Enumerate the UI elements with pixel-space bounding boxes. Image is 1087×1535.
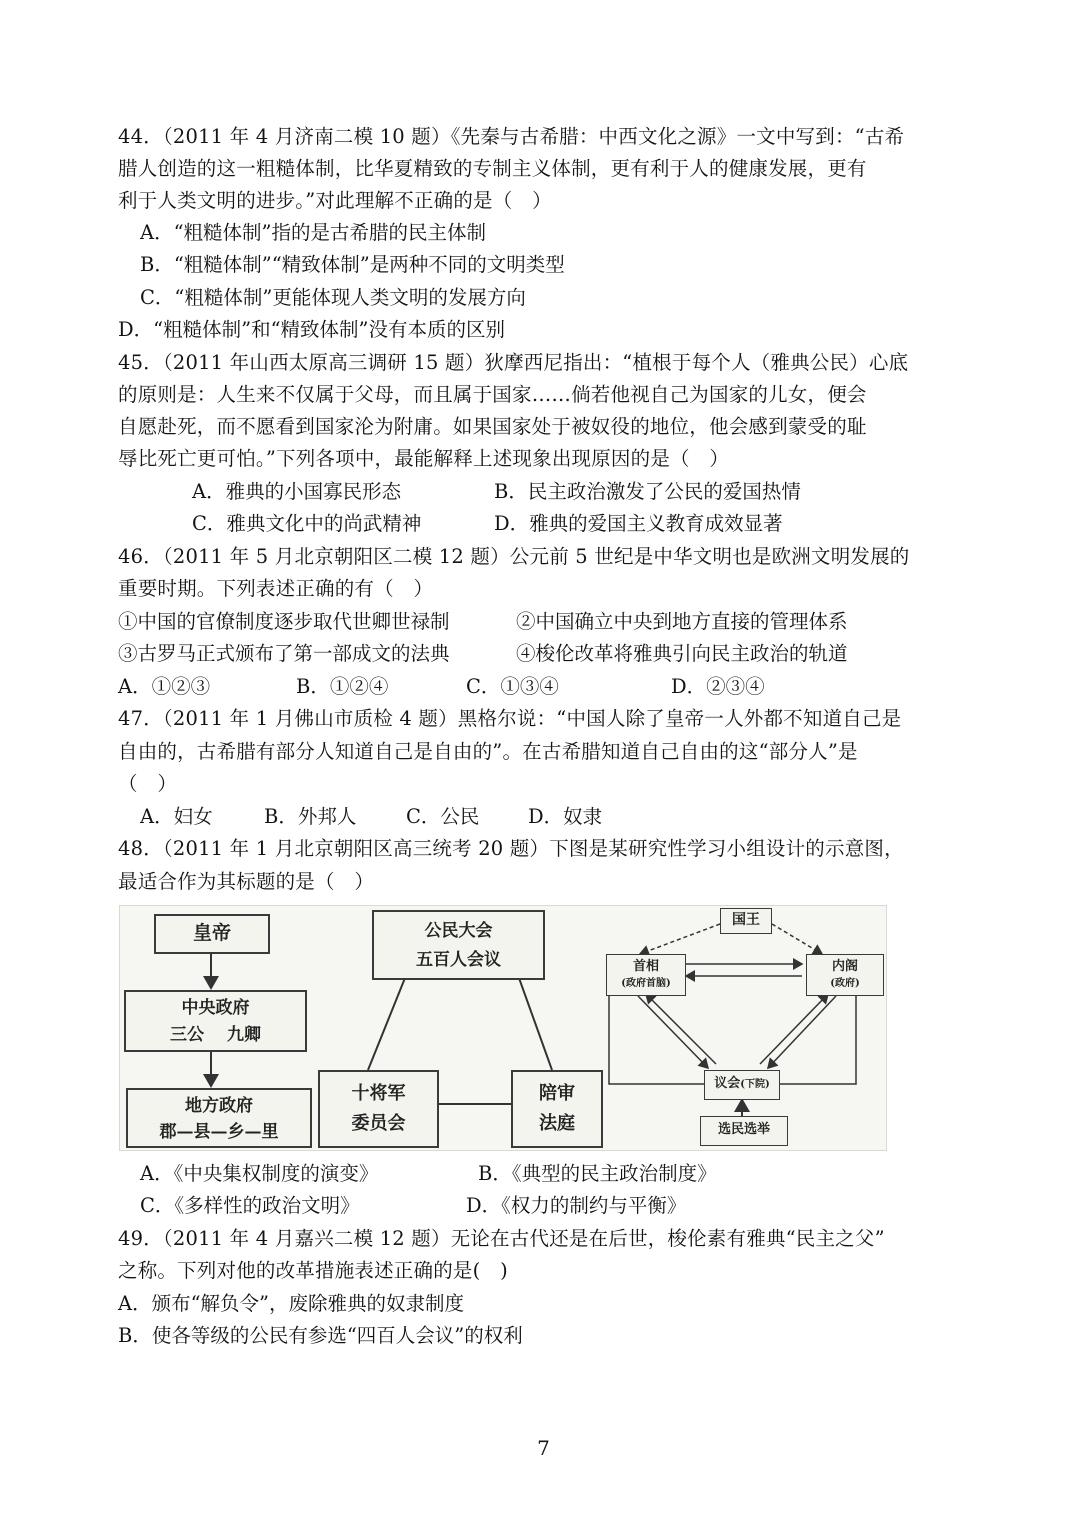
q46-item-2: ②中国确立中央到地方直接的管理体系 [516, 610, 848, 633]
q47-stem-line-1: 47．（2011 年 1 月佛山市质检 4 题）黑格尔说：“中国人除了皇帝一人外都不知道自己是 [118, 707, 902, 730]
line-assembly-to-generals [368, 978, 405, 1070]
q47-stem-line-2: 自由的，古希腊有部分人知道自己是自由的”。在古希腊知道自己自由的这“部分人”是 [118, 740, 858, 763]
box-voter-election [700, 1116, 788, 1146]
box-cabinet [806, 954, 884, 996]
q48-political-systems-diagram [119, 905, 887, 1151]
q49-option-b: B．使各等级的公民有参选“四百人会议”的权利 [118, 1324, 523, 1347]
label-head-of-government: (政府首脑) [621, 978, 671, 989]
q44-option-a: A．“粗糙体制”指的是古希腊的民主体制 [140, 221, 487, 244]
q47-option-d: D．奴隶 [528, 805, 603, 828]
q49-option-a: A．颁布“解负令”，废除雅典的奴隶制度 [118, 1292, 465, 1315]
box-local-government [126, 1088, 312, 1148]
q44-option-c: C．“粗糙体制”更能体现人类文明的发展方向 [140, 286, 526, 309]
q48-stem-line-1: 48．（2011 年 1 月北京朝阳区高三统考 20 题）下图是某研究性学习小组设计的示意图， [118, 837, 904, 860]
label-county-levels: 郡—县—乡—里 [159, 1122, 279, 1142]
q49-stem-line-2: 之称。下列对他的改革措施表述正确的是( ) [118, 1259, 508, 1282]
label-council-500: 五百人会议 [416, 950, 501, 970]
label-local-government: 地方政府 [185, 1096, 253, 1116]
label-voter-election: 选民选举 [717, 1122, 770, 1137]
label-central-government: 中央政府 [181, 998, 250, 1018]
q46-stem-line-1: 46．（2011 年 5 月北京朝阳区二模 12 题）公元前 5 世纪是中华文明也是欧洲文明发展的 [118, 545, 910, 568]
label-government: (政府) [830, 978, 860, 989]
q47-option-a: A．妇女 [140, 805, 213, 828]
arrow-king-to-cabinet [772, 924, 822, 954]
q45-option-b: B．民主政治激发了公民的爱国热情 [494, 480, 801, 503]
q44-option-b: B．“粗糙体制”“精致体制”是两种不同的文明类型 [140, 253, 565, 276]
line-cabinet-parliament-frame [780, 996, 856, 1084]
arrow-king-to-pm [640, 924, 720, 954]
arrow-cabinet-to-parliament [768, 996, 836, 1068]
page-number: 7 [537, 1436, 550, 1460]
q44-stem-line-1: 44．（2011 年 4 月济南二模 10 题）《先秦与古希腊：中西文化之源》一文中写到：“古希 [118, 125, 905, 148]
box-king [720, 908, 772, 934]
box-emperor [154, 914, 270, 954]
q48-option-d: D．《权力的制约与平衡》 [466, 1194, 687, 1217]
q45-stem-line-3: 自愿赴死，而不愿看到国家沦为附庸。如果国家处于被奴役的地位，他会感到蒙受的耻 [118, 415, 867, 438]
q45-option-a: A．雅典的小国寡民形态 [192, 480, 402, 503]
box-parliament [704, 1070, 780, 1100]
label-citizen-assembly: 公民大会 [424, 921, 493, 941]
arrow-pm-to-parliament [638, 996, 708, 1068]
q46-stem-line-2: 重要时期。下列表述正确的有（ ） [118, 577, 434, 600]
line-pm-parliament-frame [609, 996, 704, 1084]
box-citizen-assembly [372, 910, 545, 980]
label-committee: 委员会 [351, 1113, 406, 1134]
q47-option-c: C．公民 [406, 805, 480, 828]
q46-option-b: B．①②④ [296, 675, 389, 698]
q46-item-4: ④梭伦改革将雅典引向民主政治的轨道 [516, 642, 848, 665]
box-ten-generals [318, 1070, 439, 1148]
q45-stem-line-4: 辱比死亡更可怕。”下列各项中，最能解释上述现象出现原因的是（ ） [118, 447, 730, 470]
label-cabinet: 内阁 [831, 959, 858, 974]
arrow-parliament-to-cabinet [760, 994, 828, 1064]
label-court: 法庭 [539, 1113, 575, 1134]
arrow-parliament-to-pm [646, 994, 716, 1064]
q47-option-b: B．外邦人 [264, 805, 357, 828]
q46-option-c: C．①③④ [466, 675, 559, 698]
q47-stem-line-3: （ ） [118, 772, 178, 795]
q45-option-d: D．雅典的爱国主义教育成效显著 [494, 512, 783, 535]
q44-stem-line-2: 腊人创造的这一粗糙体制，比华夏精致的专制主义体制，更有利于人的健康发展，更有 [118, 157, 867, 180]
label-ten-generals: 十将军 [351, 1083, 406, 1104]
q44-option-d: D．“粗糙体制”和“精致体制”没有本质的区别 [118, 318, 506, 341]
q48-stem-line-2: 最适合作为其标题的是（ ） [118, 870, 375, 893]
label-three-dukes-nine-ministers: 三公 九卿 [170, 1025, 261, 1045]
q45-option-c: C．雅典文化中的尚武精神 [192, 512, 422, 535]
q46-item-3: ③古罗马正式颁布了第一部成文的法典 [118, 642, 450, 665]
q46-option-d: D．②③④ [671, 675, 765, 698]
label-king: 国王 [732, 912, 760, 928]
label-prime-minister: 首相 [632, 959, 659, 974]
label-lower-house: (下院) [740, 1079, 770, 1090]
label-emperor: 皇帝 [192, 922, 231, 944]
q45-stem-line-1: 45．（2011 年山西太原高三调研 15 题）狄摩西尼指出：“植根于每个人（雅典公民）心底 [118, 351, 909, 374]
q46-item-1: ①中国的官僚制度逐步取代世卿世禄制 [118, 610, 450, 633]
q48-option-b: B．《典型的民主政治制度》 [478, 1162, 717, 1185]
label-jury: 陪审 [539, 1083, 575, 1104]
q49-stem-line-1: 49．（2011 年 4 月嘉兴二模 12 题）无论在古代还是在后世，梭伦素有雅典“民主之父” [118, 1227, 885, 1250]
box-prime-minister [606, 954, 686, 996]
q44-stem-line-3: 利于人类文明的进步。”对此理解不正确的是（ ） [118, 189, 552, 212]
box-central-government [124, 990, 307, 1052]
box-jury-court [511, 1070, 603, 1148]
q48-option-a: A．《中央集权制度的演变》 [140, 1162, 379, 1185]
q48-option-c: C．《多样性的政治文明》 [140, 1194, 360, 1217]
q45-stem-line-2: 的原则是：人生来不仅属于父母，而且属于国家……倘若他视自己为国家的儿女，便会 [118, 383, 867, 406]
label-parliament: 议会 [714, 1076, 741, 1091]
line-assembly-to-court [519, 978, 552, 1070]
q46-option-a: A．①②③ [118, 675, 211, 698]
